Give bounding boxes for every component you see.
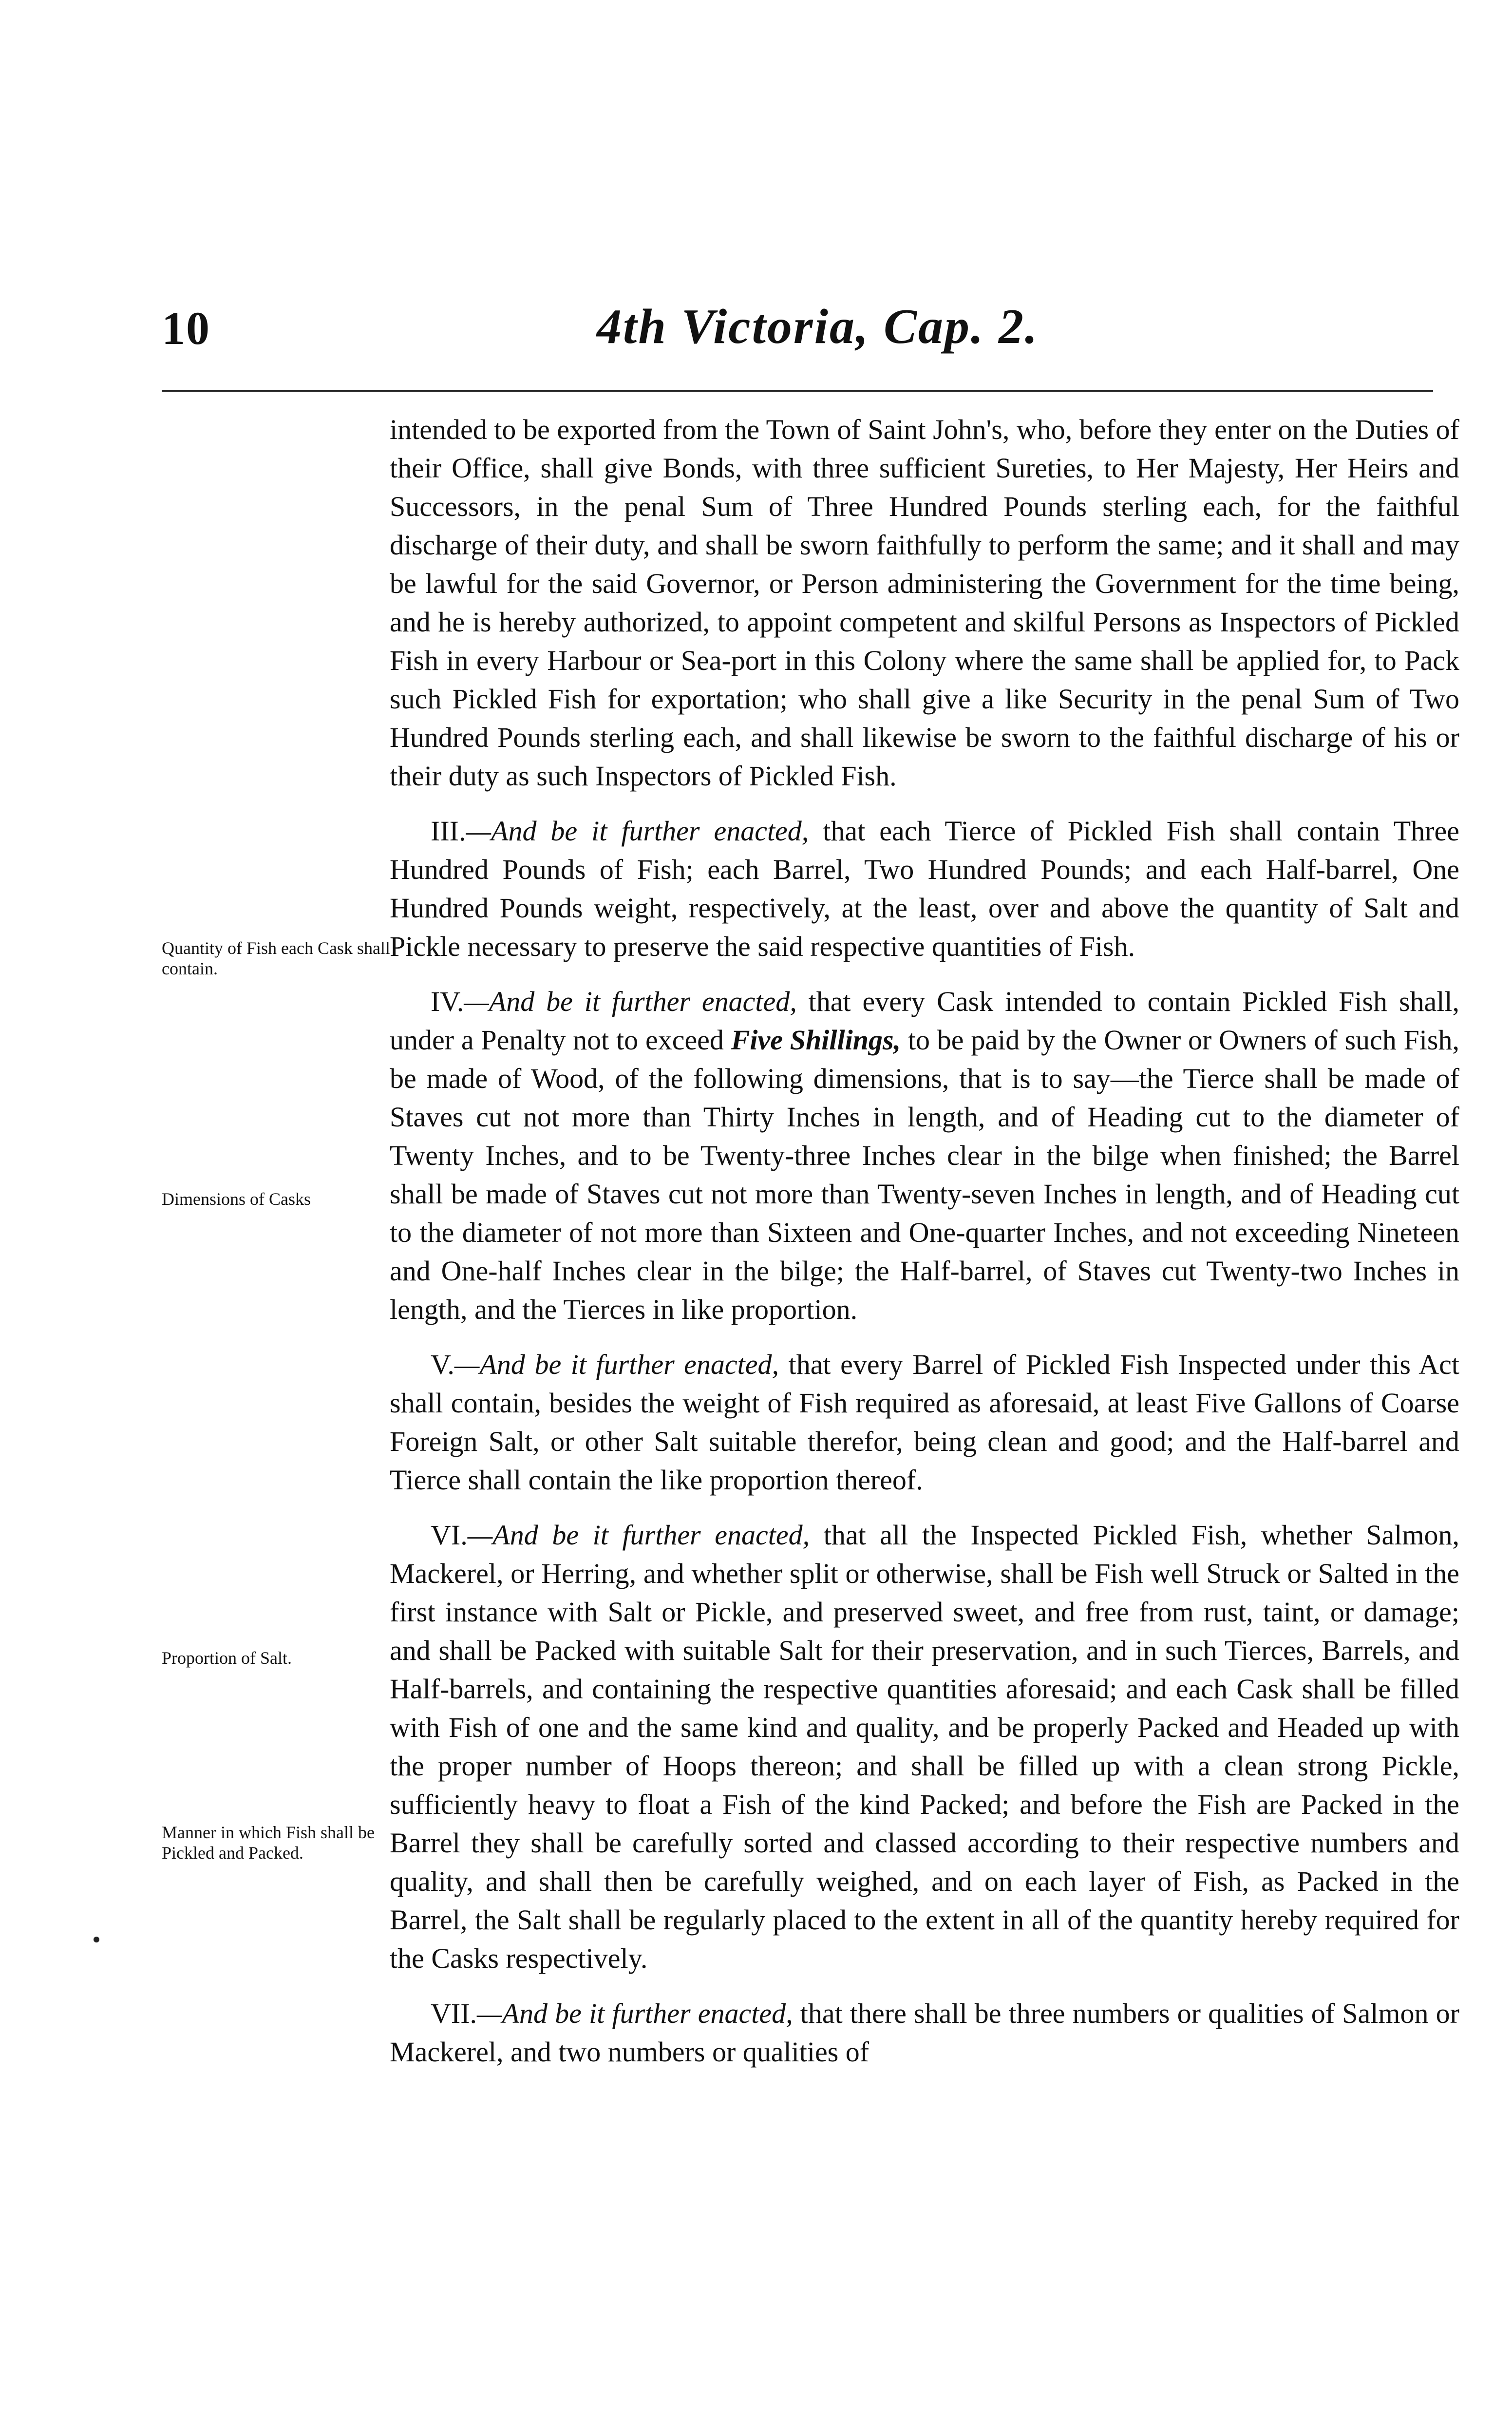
page-number: 10 [162,302,210,354]
section-text: that every Barrel of Pickled Fish Inspected under this Act shall contain, besides the weight of Fish required as aforesaid, at least Five Gallons of Coarse Foreign Salt, or other Salt suitable therefor, being clean and good; and the Half-barrel and Tierce shall contain the like proportion thereof. [390,1349,1460,1496]
paragraph-continuation: intended to be exported from the Town of Saint John's, who, before they enter on the Duties of their Office, shall give Bonds, with three sufficient Sureties, to Her Majesty, Her Heirs and Successors, in the penal Sum of Three Hundred Pounds sterling each, for the faithful discharge of their duty, and shall be sworn faithfully to perform the same; and it shall and may be lawful for the said Governor, or Person administering the Government for the time being, and he is hereby authorized, to appoint competent and skilful Persons as Inspectors of Pickled Fish in every Harbour or Sea-port in this Colony where the same shall be applied for, to Pack such Pickled Fish for exportation; who shall give a like Security in the penal Sum of Two Hundred Pounds sterling each, and shall likewise be sworn to the faithful discharge of his or their duty as such Inspectors of Pickled Fish. [390,414,1459,792]
margin-note-quantity: Quantity of Fish each Cask shall contain. [162,938,390,978]
enacting-clause: —And be it further enacted, [477,1998,793,2029]
body-text [390,410,1459,2071]
enacting-clause: —And be it further enacted, [454,1349,779,1380]
section-7 [390,1994,1459,2071]
penalty-amount: Five Shillings, [731,1024,901,1056]
section-6 [390,1516,1459,1978]
margin-note-manner: Manner in which Fish shall be Pickled and Packed. [162,1823,375,1863]
running-head: 4th Victoria, Cap. 2. [597,299,1039,354]
section-text: that all the Inspected Pickled Fish, whether Salmon, Mackerel, or Herring, and whether split or otherwise, shall be Fish well Struck or Salted in the first instance with Salt or Pickle, and preserved sweet, and free from rust, taint, or damage; and shall be Packed with suitable Salt for their preservation, and in such Tierces, Barrels, and Half-barrels, and containing the respective quantities aforesaid; and each Cask shall be filled with Fish of one and the same kind and quality, and be properly Packed and Headed up with the proper number of Hoops thereon; and shall be filled up with a clean strong Pickle, sufficiently heavy to float a Fish of the kind Packed; and before the Fish are Packed in the Barrel they shall be carefully sorted and classed according to their respective numbers and quality, and shall then be carefully weighed, and on each layer of Fish, as Packed in the Barrel, the Salt shall be regularly placed to the extent in all of the quantity hereby required for the Casks respectively. [390,1519,1459,1974]
margin-note-proportion: Proportion of Salt. [162,1648,292,1668]
section-text: that every Cask intended to contain Pickled Fish shall, under a Penalty not to exceed [390,986,1459,1056]
margin-note-dimensions: Dimensions of Casks [162,1189,311,1209]
section-3 [390,812,1459,966]
section-number: III. [431,815,466,847]
enacting-clause: —And be it further enacted, [464,986,797,1017]
section-number: VII. [431,1998,477,2029]
enacting-clause: —And be it further enacted, [466,815,809,847]
section-text: to be paid by the Owner or Owners of such Fish, be made of Wood, of the following dimensions, that is to say—the Tierce shall be made of Staves cut not more than Thirty Inches in length, and of Heading cut to the diameter of Twenty Inches, and to be Twenty-three Inches clear in the bilge when finished; the Barrel shall be made of Staves cut not more than Twenty-seven Inches in length, and of Heading cut to the diameter of not more than Sixteen and One-quarter Inches, and not exceeding Nineteen and One-half Inches clear in the bilge; the Half-barrel, of Staves cut Twenty-two Inches in length, and the Tierces in like proportion. [390,1024,1459,1325]
header-rule [162,390,1433,392]
section-5 [390,1345,1459,1499]
section-number: IV. [431,986,464,1017]
section-number: VI. [431,1519,468,1551]
section-number: V. [431,1349,454,1380]
stray-mark [94,1937,99,1942]
section-text: that each Tierce of Pickled Fish shall contain Three Hundred Pounds of Fish; each Barrel, Two Hundred Pounds; and each Half-barrel, One Hundred Pounds weight, respectively, at the least, over and above the quantity of Salt and Pickle necessary to preserve the said respective quantities of Fish. [390,815,1459,962]
section-4 [390,982,1459,1329]
enacting-clause: —And be it further enacted, [467,1519,810,1551]
section-text: that there shall be three numbers or qualities of Salmon or Mackerel, and two numbers or qualities of [390,1998,1459,2068]
